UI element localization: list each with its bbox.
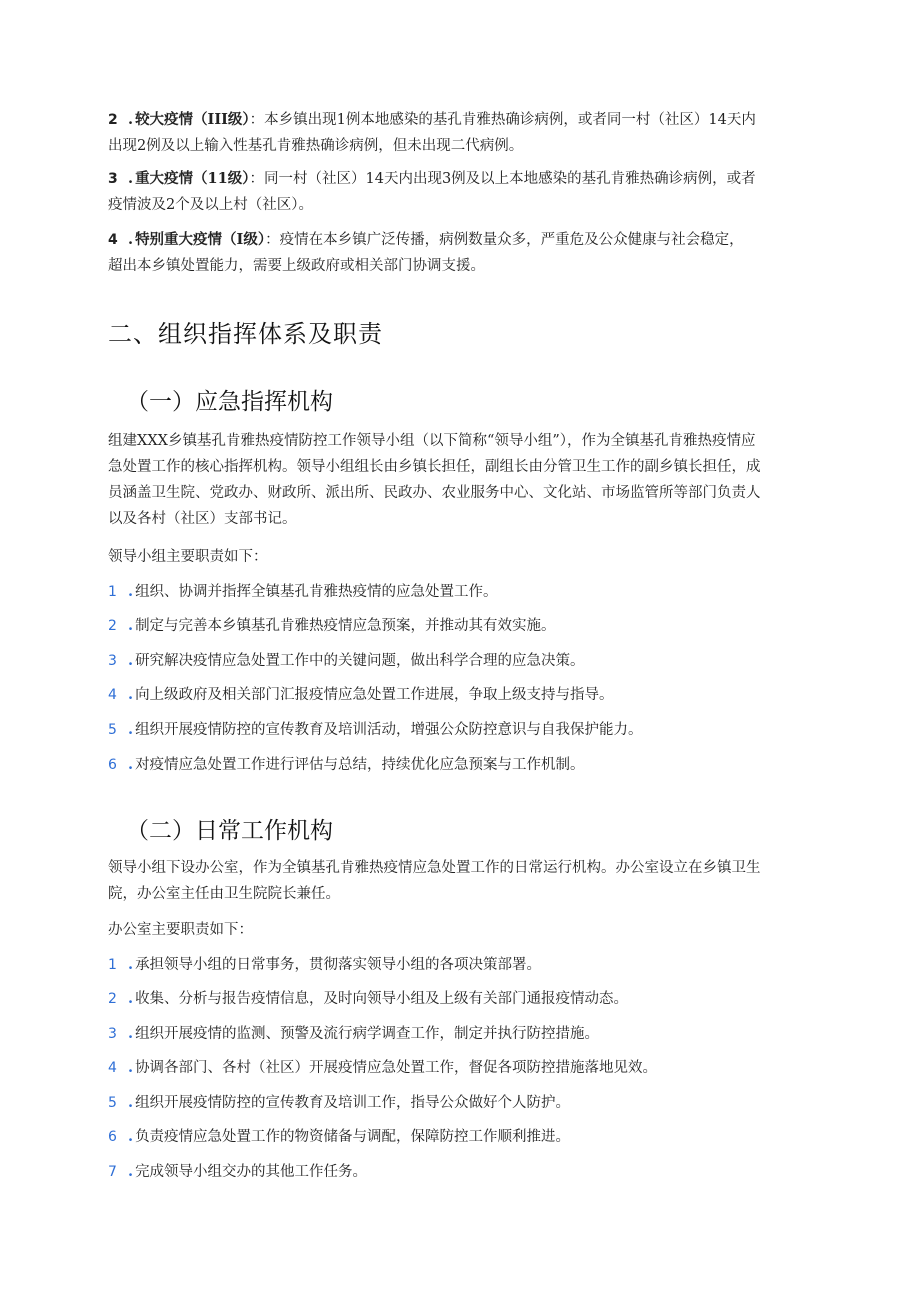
- duty-number: 7: [108, 1164, 117, 1180]
- duty-text: 协调各部门、各村（社区）开展疫情应急处置工作，督促各项防控措施落地见效。: [135, 1060, 658, 1076]
- paragraph-line: 领导小组下设办公室，作为全镇基孔肯雅热疫情应急处置工作的日常运行机构。办公室设立在乡镇卫生: [108, 860, 761, 876]
- duty-text: 向上级政府及相关部门汇报疫情应急处置工作进展，争取上级支持与指导。: [135, 687, 614, 703]
- level-title: 特别重大疫情（I级）: [135, 231, 266, 248]
- subsection-1-paragraph: [108, 428, 808, 532]
- duties-intro-1: 领导小组主要职责如下：: [108, 549, 268, 565]
- duty-number: 2: [108, 618, 117, 634]
- level-number: 3: [108, 171, 118, 187]
- duty-text: 制定与完善本乡镇基孔肯雅热疫情应急预案，并推动其有效实施。: [135, 618, 556, 634]
- duty-item: 3 . 组织开展疫情的监测、预警及流行病学调查工作，制定并执行防控措施。: [108, 1021, 808, 1047]
- level-text: ：本乡镇出现1例本地感染的基孔肯雅热确诊病例，或者同一村（社区）14天内: [249, 112, 756, 128]
- duty-number: 4: [108, 1060, 117, 1076]
- level-text-cont: 疫情波及2个及以上村（社区）。: [108, 197, 313, 213]
- duty-number: 6: [108, 1129, 117, 1145]
- duty-item: 6 . 对疫情应急处置工作进行评估与总结，持续优化应急预案与工作机制。: [108, 752, 808, 778]
- duty-text: 完成领导小组交办的其他工作任务。: [135, 1164, 368, 1180]
- duty-item: 7 . 完成领导小组交办的其他工作任务。: [108, 1159, 808, 1185]
- level-number: 2: [108, 112, 118, 128]
- level-text: ：疫情在本乡镇广泛传播，病例数量众多，严重危及公众健康与社会稳定，: [265, 232, 744, 248]
- duty-item: 5 . 组织开展疫情防控的宣传教育及培训活动，增强公众防控意识与自我保护能力。: [108, 717, 808, 743]
- duty-text: 负责疫情应急处置工作的物资储备与调配，保障防控工作顺利推进。: [135, 1129, 571, 1145]
- duty-number: 1: [108, 584, 117, 600]
- paragraph-line: 院，办公室主任由卫生院院长兼任。: [108, 886, 340, 902]
- duty-item: 2 . 收集、分析与报告疫情信息，及时向领导小组及上级有关部门通报疫情动态。: [108, 986, 808, 1012]
- level-title: 重大疫情（11级）: [135, 170, 250, 187]
- duty-text: 组织开展疫情防控的宣传教育及培训活动，增强公众防控意识与自我保护能力。: [135, 722, 643, 738]
- duty-text: 组织、协调并指挥全镇基孔肯雅热疫情的应急处置工作。: [135, 584, 498, 600]
- paragraph-line: 组建XXX乡镇基孔肯雅热疫情防控工作领导小组（以下简称“领导小组”），作为全镇基孔肯雅热疫情应: [108, 433, 756, 449]
- duty-item: 1 . 组织、协调并指挥全镇基孔肯雅热疫情的应急处置工作。: [108, 579, 808, 605]
- duty-item: 3 . 研究解决疫情应急处置工作中的关键问题，做出科学合理的应急决策。: [108, 648, 808, 674]
- subsection-2-paragraph: [108, 855, 808, 907]
- duty-item: 4 . 向上级政府及相关部门汇报疫情应急处置工作进展，争取上级支持与指导。: [108, 682, 808, 708]
- level-number: 4: [108, 232, 118, 248]
- paragraph-line: 员涵盖卫生院、党政办、财政所、派出所、民政办、农业服务中心、文化站、市场监管所等部门负责人: [108, 485, 761, 501]
- duty-text: 组织开展疫情的监测、预警及流行病学调查工作，制定并执行防控措施。: [135, 1026, 600, 1042]
- duty-number: 5: [108, 1095, 117, 1111]
- duty-item: 1 . 承担领导小组的日常事务，贯彻落实领导小组的各项决策部署。: [108, 952, 808, 978]
- duty-number: 6: [108, 757, 117, 773]
- subsection-title-2: （二）日常工作机构: [126, 818, 333, 844]
- level-title: 较大疫情（III级）: [135, 111, 250, 128]
- duty-text: 研究解决疫情应急处置工作中的关键问题，做出科学合理的应急决策。: [135, 653, 585, 669]
- paragraph-line: 急处置工作的核心指挥机构。领导小组组长由乡镇长担任，副组长由分管卫生工作的副乡镇长担任，成: [108, 459, 761, 475]
- duty-text: 对疫情应急处置工作进行评估与总结，持续优化应急预案与工作机制。: [135, 757, 585, 773]
- level-text-cont: 出现2例及以上输入性基孔肯雅热确诊病例，但未出现二代病例。: [108, 138, 524, 154]
- duty-text: 组织开展疫情防控的宣传教育及培训工作，指导公众做好个人防护。: [135, 1095, 571, 1111]
- duty-number: 3: [108, 653, 117, 669]
- level-text-cont: 超出本乡镇处置能力，需要上级政府或相关部门协调支援。: [108, 258, 485, 274]
- duty-number: 4: [108, 687, 117, 703]
- duty-item: 4 . 协调各部门、各村（社区）开展疫情应急处置工作，督促各项防控措施落地见效。: [108, 1055, 808, 1081]
- duty-text: 承担领导小组的日常事务，贯彻落实领导小组的各项决策部署。: [135, 957, 542, 973]
- duty-number: 1: [108, 957, 117, 973]
- duty-number: 2: [108, 991, 117, 1007]
- section-title: 二、组织指挥体系及职责: [108, 320, 383, 348]
- duty-item: 6 . 负责疫情应急处置工作的物资储备与调配，保障防控工作顺利推进。: [108, 1124, 808, 1150]
- level-item-3: 3 . 重大疫情（11级）：同一村（社区）14天内出现3例及以上本地感染的基孔肯雅热确诊病例，或者 疫情波及2个及以上村（社区）。: [108, 166, 808, 218]
- level-item-2: 2 . 较大疫情（III级）：本乡镇出现1例本地感染的基孔肯雅热确诊病例，或者同一村（社区）14天内 出现2例及以上输入性基孔肯雅热确诊病例，但未出现二代病例。: [108, 107, 808, 159]
- duty-item: 2 . 制定与完善本乡镇基孔肯雅热疫情应急预案，并推动其有效实施。: [108, 613, 808, 639]
- subsection-title-1: （一）应急指挥机构: [126, 389, 333, 415]
- duty-number: 5: [108, 722, 117, 738]
- duty-item: 5 . 组织开展疫情防控的宣传教育及培训工作，指导公众做好个人防护。: [108, 1090, 808, 1116]
- level-text: ：同一村（社区）14天内出现3例及以上本地感染的基孔肯雅热确诊病例，或者: [249, 171, 756, 187]
- level-item-4: 4 . 特别重大疫情（I级）：疫情在本乡镇广泛传播，病例数量众多，严重危及公众健康与社会稳定， 超出本乡镇处置能力，需要上级政府或相关部门协调支援。: [108, 227, 808, 279]
- duty-text: 收集、分析与报告疫情信息，及时向领导小组及上级有关部门通报疫情动态。: [135, 991, 629, 1007]
- duties-intro-2: 办公室主要职责如下：: [108, 922, 253, 938]
- paragraph-line: 以及各村（社区）支部书记。: [108, 511, 297, 527]
- duty-number: 3: [108, 1026, 117, 1042]
